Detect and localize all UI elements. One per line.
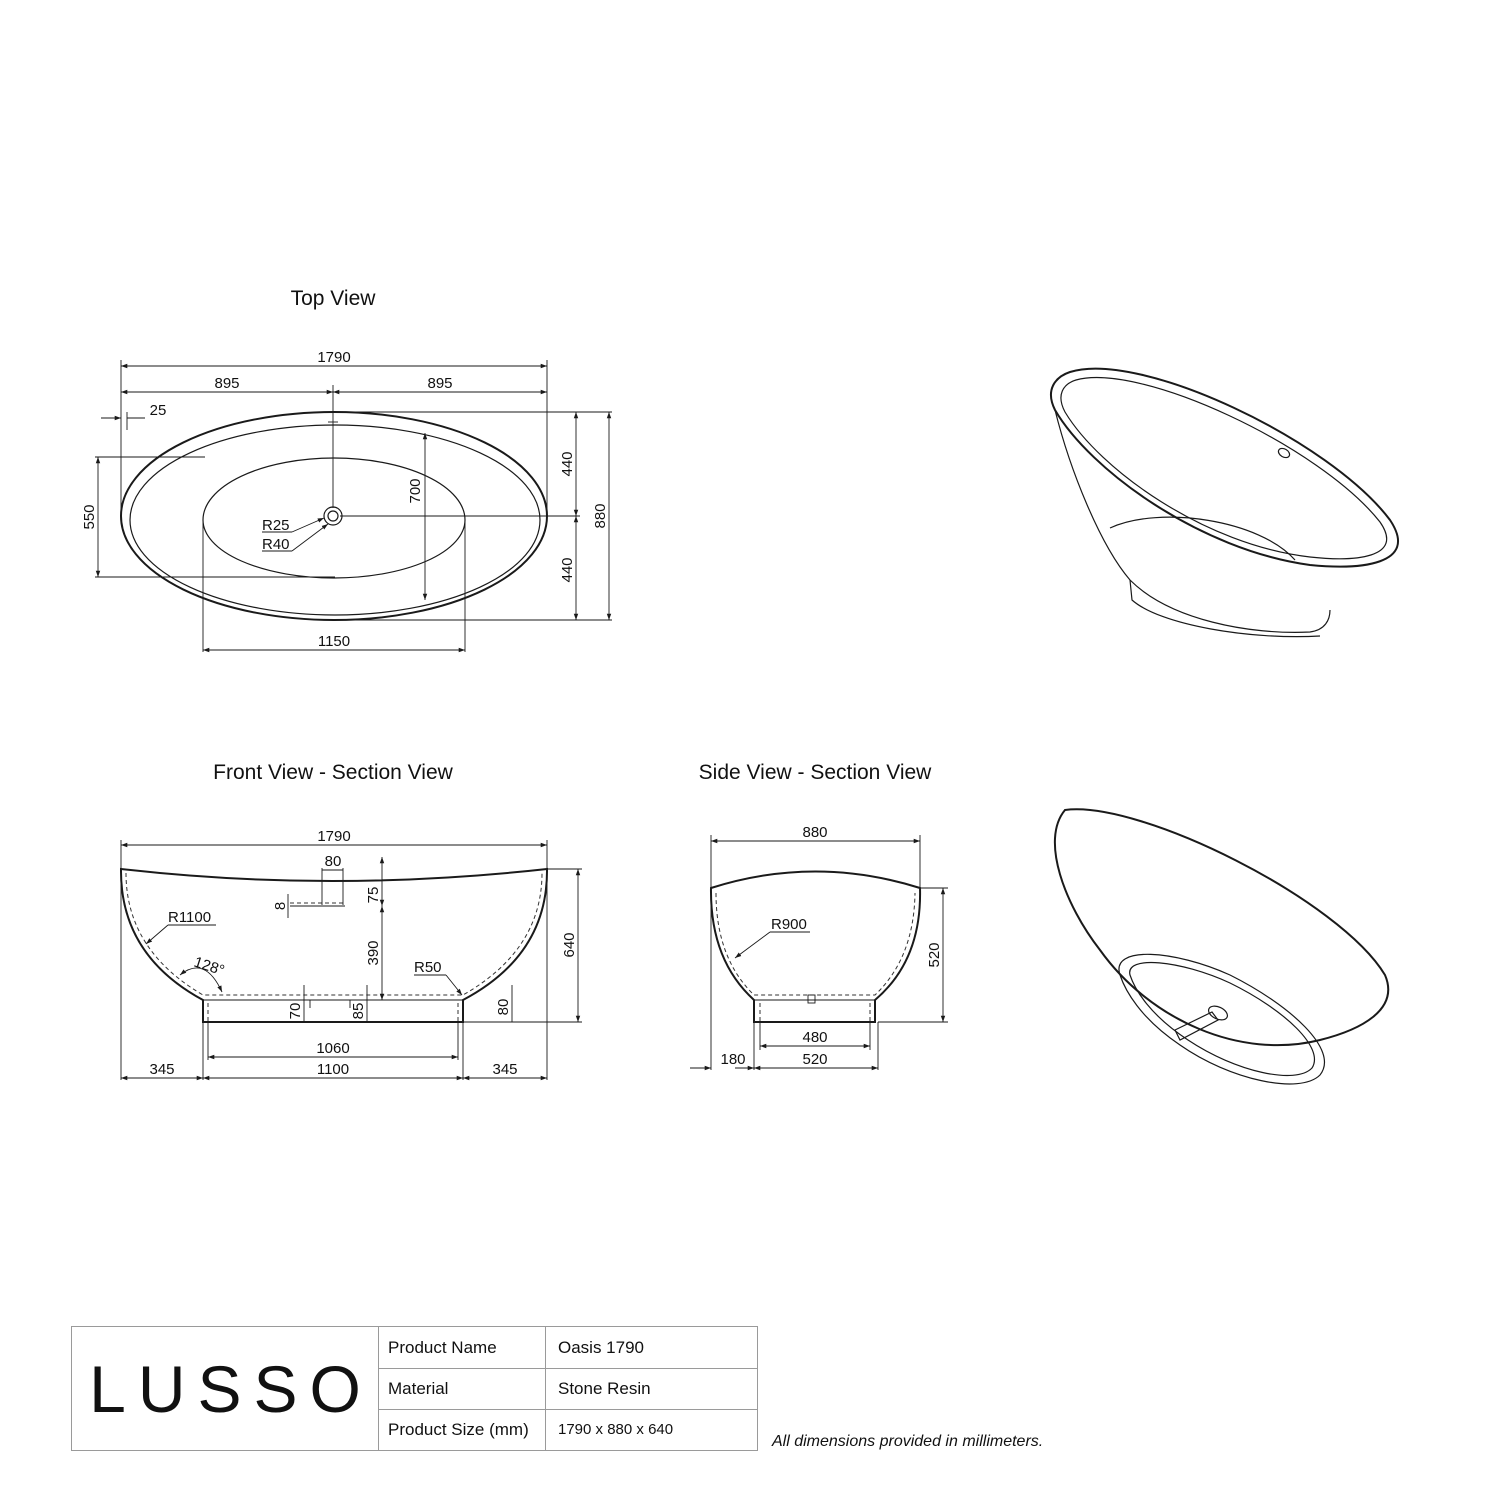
top-dim-rim: 25 [149, 402, 167, 419]
front-dim-overflow-slot: 8 [272, 901, 289, 911]
side-dim-base: 520 [802, 1051, 828, 1068]
side-view [690, 761, 948, 1070]
front-body-outline [121, 869, 547, 1022]
front-dim-base-80: 80 [495, 998, 512, 1016]
front-dim-angle: 128° [191, 953, 227, 980]
front-dim-base-radius: R50 [414, 959, 442, 976]
info-row-product-name [378, 1327, 757, 1369]
logo-cell [72, 1327, 379, 1450]
top-dim-waste-inner: R25 [262, 517, 290, 534]
perspective-view-bottom [1055, 809, 1388, 1084]
side-dim-overall: 880 [802, 824, 828, 841]
info-row-product-size [378, 1409, 757, 1450]
top-dim-overall: 1790 [317, 349, 351, 366]
info-value: Stone Resin [558, 1378, 651, 1398]
top-dim-depth-left: 550 [81, 504, 98, 530]
front-dim-inner-base: 1060 [316, 1040, 350, 1057]
front-dim-base-70: 70 [287, 1002, 304, 1020]
perspective-view-top [1051, 369, 1398, 637]
dimensions-note: All dimensions provided in millimeters. [772, 1433, 1044, 1450]
top-dim-inner-length: 1150 [317, 633, 351, 650]
side-dim-inner-base: 480 [802, 1029, 828, 1046]
info-value: Oasis 1790 [558, 1337, 644, 1357]
info-row-material [378, 1368, 757, 1410]
side-body-outline [711, 872, 920, 1023]
top-view-title: Top View [290, 287, 376, 310]
top-dim-width: 880 [592, 503, 609, 529]
front-dim-base-85: 85 [350, 1002, 367, 1020]
top-bowl-floor [203, 458, 465, 578]
brand-logo: LUSSO [89, 1351, 373, 1426]
front-dim-overflow-height: 75 [365, 886, 382, 904]
waste-inner [328, 511, 338, 521]
front-dim-right: 345 [492, 1061, 518, 1078]
top-dim-half-right: 895 [427, 375, 453, 392]
title-block [71, 1326, 758, 1451]
top-dim-half-left: 895 [214, 375, 240, 392]
front-dim-left: 345 [149, 1061, 175, 1078]
front-dim-radius: R1100 [168, 909, 212, 926]
front-view [121, 761, 582, 1080]
waste-outer [324, 507, 342, 525]
top-dim-lower-half: 440 [559, 557, 576, 583]
front-dim-base: 1100 [316, 1061, 350, 1078]
side-dim-offset: 180 [720, 1051, 746, 1068]
top-view [81, 287, 612, 652]
side-dim-height: 520 [926, 942, 943, 968]
info-label: Product Size (mm) [378, 1409, 546, 1450]
front-view-title: Front View - Section View [213, 761, 453, 784]
info-label: Material [378, 1368, 546, 1409]
side-view-title: Side View - Section View [698, 761, 932, 784]
front-dim-overall: 1790 [317, 828, 351, 845]
side-dim-radius: R900 [771, 916, 807, 933]
front-dim-height: 640 [561, 932, 578, 958]
info-value: 1790 x 880 x 640 [558, 1421, 674, 1438]
top-dim-inner-width: 700 [407, 478, 424, 504]
top-dim-waste-outer: R40 [262, 536, 290, 553]
front-dim-overflow: 80 [324, 853, 342, 870]
front-dim-depth: 390 [365, 940, 382, 966]
top-dim-upper-half: 440 [559, 451, 576, 477]
info-label: Product Name [378, 1327, 546, 1368]
